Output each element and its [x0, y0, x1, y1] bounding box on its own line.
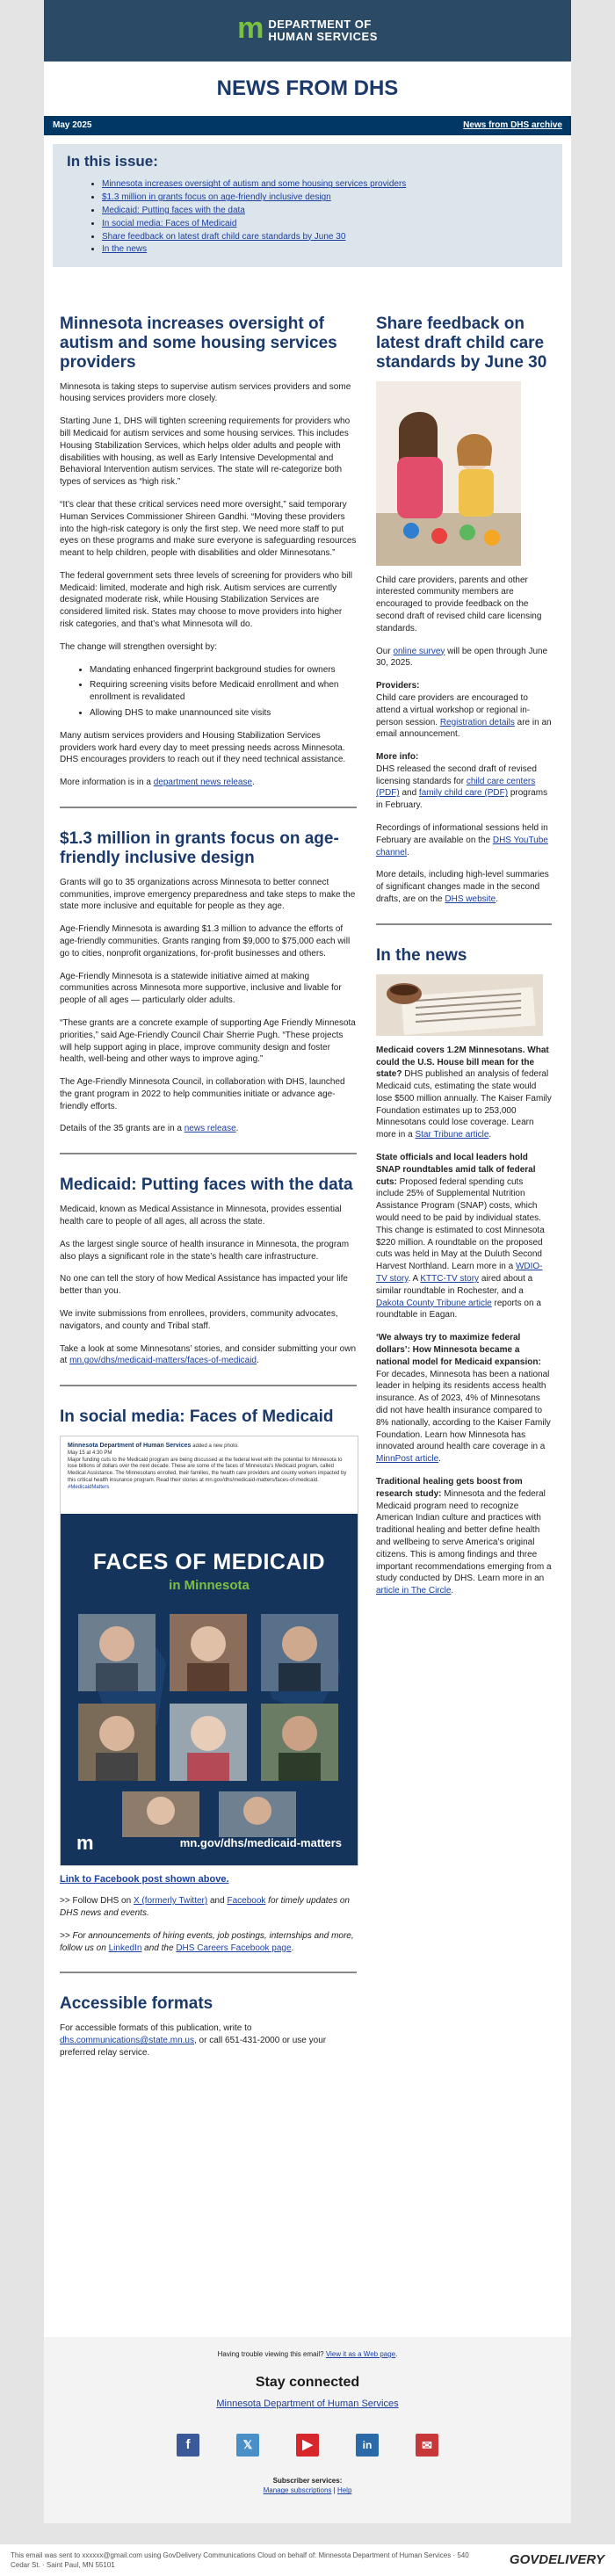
divider — [60, 1385, 357, 1386]
x-twitter-link[interactable]: X (formerly Twitter) — [133, 1896, 208, 1907]
newspaper-image — [376, 974, 543, 1036]
text: and — [399, 788, 419, 799]
footer — [44, 2337, 571, 2523]
registration-details-link[interactable]: Registration details — [439, 717, 515, 727]
faces-of-medicaid-link[interactable]: mn.gov/dhs/medicaid-matters/faces-of-medicaid — [69, 1356, 257, 1366]
manage-subscriptions-link[interactable]: Manage subscriptions — [263, 2486, 332, 2495]
web-version-line — [44, 2349, 571, 2359]
oversight-p3: “It’s clear that these critical services need more oversight,” said temporary Human Services Commissioner Shireen Gandhi. “Moving these providers into the high-risk category is only the first step. We need more staff to put eyes on these programs and make sure everyone is safeguarding resources meant to help children, people with disabilities and older Minnesotans.” — [60, 499, 357, 559]
email-link[interactable]: dhs.communications@state.mn.us — [60, 2035, 194, 2045]
medicaid-p4: We invite submissions from enrollees, providers, community advocates, navigators, and county and Tribal staff. — [60, 1308, 338, 1331]
text: | — [331, 2486, 337, 2495]
text: . — [496, 894, 498, 905]
text: . — [291, 1943, 294, 1953]
poster-footer — [76, 1830, 342, 1856]
mn-logo-icon: m — [237, 11, 262, 45]
medicaid-p5 — [60, 1343, 357, 1368]
text: , or call 651-431-2000 or use your preferred relay service. — [60, 2035, 327, 2058]
childcare-title: Share feedback on latest draft child care standards by June 30 — [376, 315, 547, 372]
divider — [60, 807, 357, 808]
fb-action: added a new photo. — [192, 1443, 239, 1449]
facebook-icon[interactable]: f — [177, 2434, 199, 2457]
facebook-link[interactable]: Facebook — [227, 1896, 266, 1907]
oversight-bullets — [60, 664, 357, 720]
toc-link-news[interactable]: In the news — [102, 244, 148, 255]
help-link[interactable]: Help — [336, 2486, 352, 2495]
grants-title: $1.3 million in grants focus on age-friendly inclusive design — [60, 829, 339, 867]
list-item: • Allowing DHS to make unannounced site visits — [90, 707, 357, 720]
facebook-post-header — [61, 1436, 358, 1514]
fb-page-name: Minnesota Department of Human Services — [68, 1442, 192, 1449]
text: . — [451, 1586, 454, 1596]
facebook-post-link[interactable]: Link to Facebook post shown above. — [60, 1873, 229, 1885]
oversight-p1: Minnesota is taking steps to supervise autism services providers and some housing services providers more closely. — [60, 381, 351, 404]
oversight-p7 — [60, 777, 357, 789]
wdio-link[interactable]: WDIO-TV story — [376, 1262, 543, 1284]
text: For decades, Minnesota has been a national leader in helping its residents access health insurance. As of 2023, 4% of Minnesotans did not have health insurance compared to 8% nationally, according to the Kaiser Family Foundation. Learn how Minnesota has innovated around health care coverage in a — [376, 1369, 551, 1452]
text: are in an email announcement. — [376, 717, 552, 740]
childcare-illustration — [376, 381, 521, 566]
medicaid-title: Medicaid: Putting faces with the data — [60, 1176, 353, 1195]
text: and — [207, 1896, 228, 1907]
fb-date: May 15 at 4:30 PM — [68, 1450, 112, 1456]
faces-of-medicaid-poster — [61, 1514, 358, 1865]
x-icon[interactable]: 𝕏 — [236, 2434, 259, 2457]
text: Having trouble viewing this email? — [217, 2350, 326, 2358]
mn-logo-icon: m — [76, 1831, 92, 1854]
toc-link-social[interactable]: In social media: Faces of Medicaid — [102, 218, 237, 228]
youtube-channel-link[interactable]: DHS YouTube channel — [376, 835, 548, 857]
text: programs in February. — [376, 788, 548, 811]
dept-news-release-link[interactable]: department news release — [153, 778, 253, 788]
grants-p1: Grants will go to 35 organizations across Minnesota to better connect communities, improve emergency preparedness and take steps to make the state more inclusive and equitable for people as they age. — [60, 877, 356, 912]
label: Subscriber services: — [272, 2477, 343, 2486]
kttc-link[interactable]: KTTC-TV story — [420, 1274, 480, 1284]
dhs-website-link[interactable]: DHS website — [445, 894, 496, 905]
linkedin-link[interactable]: LinkedIn — [108, 1943, 142, 1953]
news-title: In the news — [376, 945, 467, 965]
social-icons — [44, 2434, 571, 2457]
star-tribune-link[interactable]: Star Tribune article — [415, 1130, 489, 1140]
social-title: In social media: Faces of Medicaid — [60, 1407, 334, 1427]
headline: Medicaid covers 1.2M Minnesotans. What could the U.S. House bill mean for the state? — [376, 1045, 549, 1080]
text: More details, including high-level summaries of significant changes made in the second drafts, are on the — [376, 870, 549, 905]
text: reports on a roundtable in Eagan. — [376, 1298, 541, 1321]
dhs-logo — [237, 11, 378, 45]
email-container — [44, 0, 571, 2495]
text: Proposed federal spending cuts include 25% of Supplemental Nutrition Assistance Program (SNAP) costs, which would need to be paid by individual states. This change is estimated to cost Minnesota $220 million. A roundtable on the proposed cuts was held in May at the Duluth Second Harvest Northland. Learn more in a — [376, 1176, 545, 1272]
accessible-text — [60, 2022, 357, 2059]
issue-heading: In this issue: — [67, 153, 158, 170]
text: . — [395, 2350, 398, 2358]
people-collage — [61, 1602, 358, 1848]
poster-url: mn.gov/dhs/medicaid-matters — [179, 1835, 342, 1849]
childcare-more — [376, 751, 552, 812]
medicaid-p2: As the largest single source of health insurance in Minnesota, the program also plays a significant role in the state’s health care infrastructure. — [60, 1239, 350, 1262]
toc-link-medicaid[interactable]: Medicaid: Putting faces with the data — [102, 206, 245, 216]
childcare-p1: Child care providers, parents and other interested community members are encouraged to provide feedback on the second draft of revised child care licensing standards. — [376, 575, 542, 633]
label: More info: — [376, 752, 419, 763]
text: >> Follow DHS on — [60, 1896, 134, 1907]
list-item: • Mandating enhanced fingerprint background studies for owners — [90, 664, 357, 677]
text: More information is in a — [60, 778, 154, 788]
childcare-providers — [376, 680, 552, 741]
childcare-photo — [376, 381, 521, 566]
header-banner — [44, 0, 571, 62]
newspaper-illustration — [376, 974, 543, 1036]
divider — [376, 923, 552, 925]
toc-link-childcare[interactable]: Share feedback on latest draft child care standards by June 30 — [102, 231, 346, 242]
stay-connected: Stay connected — [255, 2375, 360, 2391]
minnpost-link[interactable]: MinnPost article — [376, 1454, 439, 1465]
poster-subtitle: in Minnesota — [169, 1577, 250, 1593]
oversight-title: Minnesota increases oversight of autism and some housing services providers — [60, 315, 337, 372]
follow-dhs — [60, 1895, 357, 1920]
text: . — [438, 1454, 441, 1465]
facebook-post-image[interactable] — [60, 1436, 358, 1866]
headline: State officials and local leaders hold SNAP roundtables amid talk of federal cuts: — [376, 1153, 536, 1187]
logo-line-1: DEPARTMENT OF — [268, 17, 372, 31]
divider — [60, 1972, 357, 1973]
content-columns — [44, 267, 571, 2376]
fb-text: Major funding cuts to the Medicaid program are being discussed at the federal level with the potential for Minnesota to lose billions of dollars over the next decade. These are some of the faces of Minnesota’s Medicaid program, called Medical Assistance. The Minnesotans enrolled, their families, the health care providers and county workers impacted by this critical health insurance program. Read their stories at mn.gov/dhs/medicaid-matters/faces-of-medicaid. — [68, 1457, 347, 1483]
label: Providers: — [376, 681, 420, 691]
text: Details of the 35 grants are in a — [60, 1124, 184, 1134]
text: aired about a similar roundtable in Rochester, and a — [376, 1274, 533, 1296]
medicaid-p1: Medicaid, known as Medical Assistance in Minnesota, provides essential health care to people of all ages, all across the state. — [60, 1205, 342, 1226]
jobs-follow — [60, 1930, 357, 1955]
childcare-details — [376, 869, 552, 905]
text: for timely updates on DHS news and events. — [60, 1896, 350, 1918]
text: >> For announcements of hiring events, job postings, internships and more, follow us on — [60, 1930, 354, 1953]
oversight-p6: Many autism services providers and Housing Stabilization Services providers work hard every day to meet pressing needs across Minnesota. DHS encourages providers to reach out if they need technical assistance. — [60, 730, 346, 765]
text: Recordings of informational sessions held in February are available on the — [376, 823, 548, 845]
divider — [60, 1153, 357, 1154]
issue-date: May 2025 — [53, 120, 92, 131]
govdelivery-footer — [0, 2544, 615, 2576]
text: and the — [141, 1943, 177, 1953]
text: will be open through June 30, 2025. — [376, 646, 548, 669]
subscriber-services — [44, 2476, 571, 2495]
grants-p2: Age-Friendly Minnesota is awarding $1.3 million to advance the efforts of age-friendly communities. Grants ranging from $9,000 to $75,000 each will go to cities, nonprofit organizations, for-profit businesses and others. — [60, 924, 351, 959]
toc-link-grants[interactable]: $1.3 million in grants focus on age-friendly inclusive design — [102, 192, 331, 203]
grants-p6 — [60, 1123, 357, 1135]
grants-p5: The Age-Friendly Minnesota Council, in collaboration with DHS, launched the grant program in 2022 to help communities initiate or advance age-friendly efforts. — [60, 1077, 345, 1111]
masthead — [44, 62, 571, 116]
text: DHS published an analysis of federal Medicaid cuts, estimating the state would lose $500 million annually. The Kaiser Family Foundation estimates up to 253,000 Minnesotans could lose coverage. Learn more in a — [376, 1069, 552, 1140]
linkedin-icon[interactable]: in — [356, 2434, 379, 2457]
text: . — [488, 1130, 492, 1140]
oversight-p2: Starting June 1, DHS will tighten screening requirements for providers who bill Medicaid for autism services and some housing services. This includes Housing Stabilization Services, which helps older adults and people with disabilities with housing, as well as Early Intensive Developmental and Behavioral Intervention autism services. The state will re-categorize both types of services as “high risk.” — [60, 416, 351, 488]
child-care-centers-link[interactable]: child care centers (PDF) — [376, 776, 536, 799]
headline: Traditional healing gets boost from research study: — [376, 1477, 523, 1499]
text: . — [407, 847, 409, 857]
fb-tag: #MedicaidMatters — [68, 1484, 110, 1490]
medicaid-p3: No one can tell the story of how Medical Assistance has impacted your life better than you. — [60, 1274, 348, 1297]
news-item-3 — [376, 1332, 552, 1465]
text: Child care providers are encouraged to attend a virtual workshop or regional in-person session. — [376, 692, 531, 727]
online-survey-link[interactable]: online survey — [393, 646, 445, 656]
dhs-home-link[interactable]: Minnesota Department of Human Services — [216, 2399, 399, 2410]
news-item-4 — [376, 1476, 552, 1597]
poster-title: FACES OF MEDICAID — [92, 1549, 326, 1574]
text: . — [235, 1124, 239, 1134]
list-item: • Requiring screening visits before Medicaid enrollment and when enrollment is revalidated — [90, 679, 357, 704]
sent-to-text: This email was sent to xxxxxx@gmail.com using GovDelivery Communications Cloud on behalf of: Minnesota Department of Human Services · 540 Cedar St. · Saint Paul, MN 55101 — [11, 2551, 469, 2569]
sidebar-column — [376, 278, 552, 1608]
govdelivery-logo: GOVDELIVERY — [509, 2551, 604, 2567]
web-page-link[interactable]: View it as a Web page — [325, 2350, 396, 2358]
text: . A — [408, 1274, 421, 1284]
logo-text — [268, 18, 378, 44]
text: Minnesota and the federal Medicaid program need to recognize American Indian culture and practices with traditional healing and better define health and wellbeing to serve America’s original citizens. This is among findings and three important recommendations emerging from a study conducted by DHS. Learn more in an — [376, 1488, 552, 1584]
youtube-icon[interactable]: ▶ — [296, 2434, 319, 2457]
grants-p3: Age-Friendly Minnesota is a statewide initiative aimed at making communities across Minnesota more supportive, inclusive and livable for people of all ages — particularly older adults. — [60, 971, 342, 1006]
childcare-p2 — [376, 646, 552, 670]
oversight-p5: The change will strengthen oversight by: — [60, 641, 217, 652]
oversight-p4: The federal government sets three levels of screening for providers who bill Medicaid: limited, moderate and high risk. Autism services are currently designated moderate risk, while Housing Stabilization Services are considered limited risk. States may choose to move providers into higher risk categories, and that’s what Minnesota will do. — [60, 570, 352, 630]
text: Our — [376, 646, 394, 656]
archive-link[interactable]: News from DHS archive — [463, 120, 562, 131]
grants-p4: “These grants are a concrete example of supporting Age Friendly Minnesota priorities,” said Age-Friendly Council Chair Sherrie Pugh. “These projects will help support aging in place, improve community design and foster health, well-being and other ways to improve aging.” — [60, 1017, 356, 1065]
text: Take a look at some Minnesotans’ stories, and consider submitting your own at — [60, 1343, 357, 1366]
text: . — [257, 1356, 259, 1366]
the-circle-link[interactable]: article in The Circle — [376, 1586, 452, 1596]
family-child-care-link[interactable]: family child care (PDF) — [418, 788, 509, 799]
text: For accessible formats of this publication, write to — [60, 2023, 252, 2034]
dakota-tribune-link[interactable]: Dakota County Tribune article — [376, 1298, 492, 1308]
page-title: NEWS FROM DHS — [216, 76, 399, 101]
date-bar — [44, 116, 571, 135]
text: DHS released the second draft of revised licensing standards for — [376, 763, 537, 786]
email-icon[interactable]: ✉ — [416, 2434, 438, 2457]
news-item-2 — [376, 1152, 552, 1321]
text: . — [252, 778, 255, 788]
news-item-1 — [376, 1045, 552, 1141]
grants-news-release-link[interactable]: news release — [184, 1124, 236, 1134]
in-this-issue — [53, 144, 562, 267]
dhs-careers-link[interactable]: DHS Careers Facebook page — [176, 1943, 292, 1953]
headline: ‘We always try to maximize federal dollars’: How Minnesota became a national model for Medicaid expansion: — [376, 1333, 541, 1367]
toc-link-oversight[interactable]: Minnesota increases oversight of autism and some housing services providers — [102, 179, 407, 190]
main-column — [60, 278, 357, 2070]
logo-line-2: HUMAN SERVICES — [268, 30, 378, 43]
childcare-recordings — [376, 822, 552, 858]
accessible-title: Accessible formats — [60, 1994, 213, 2014]
